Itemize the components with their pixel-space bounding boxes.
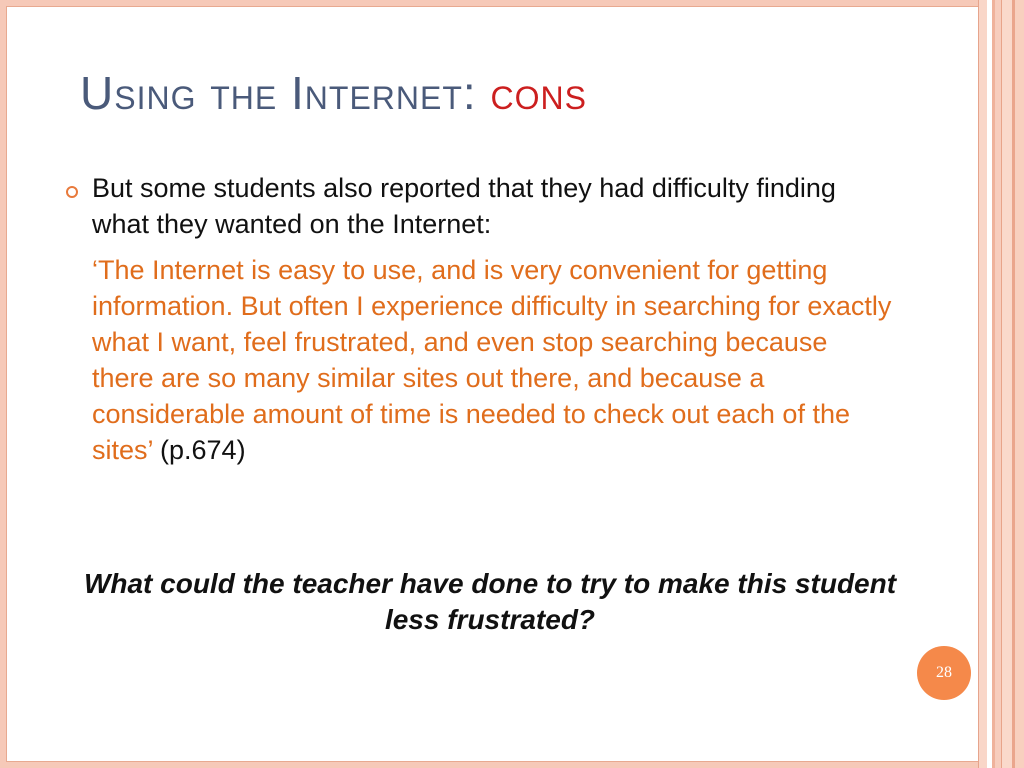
discussion-question: What could the teacher have done to try to make this student less frustrated? — [83, 568, 897, 635]
decorative-stripes — [978, 0, 1024, 768]
title-accent: cons — [490, 67, 587, 119]
bullet-text: But some students also reported that they had difficulty finding what they wanted on the Internet: — [92, 173, 836, 239]
frame-inner-left — [6, 6, 7, 762]
quote-citation: (p.674) — [152, 435, 246, 465]
quote-text: ‘The Internet is easy to use, and is very convenient for getting information. But often I experience difficulty in searching for exactly what I want, feel frustrated, and even stop searching because there are so many similar sites out there, and because a considerable amount of time is needed to check out each of the sites’ — [92, 255, 892, 465]
frame-inner-top — [6, 6, 978, 7]
student-quote — [92, 252, 892, 468]
title-main: Using the Internet: — [80, 67, 491, 119]
page-number-badge: 28 — [917, 646, 971, 700]
frame-bottom — [0, 762, 1024, 768]
slide-title — [80, 66, 587, 120]
frame-inner-bottom — [6, 761, 978, 762]
hollow-circle-bullet-icon — [66, 186, 78, 198]
